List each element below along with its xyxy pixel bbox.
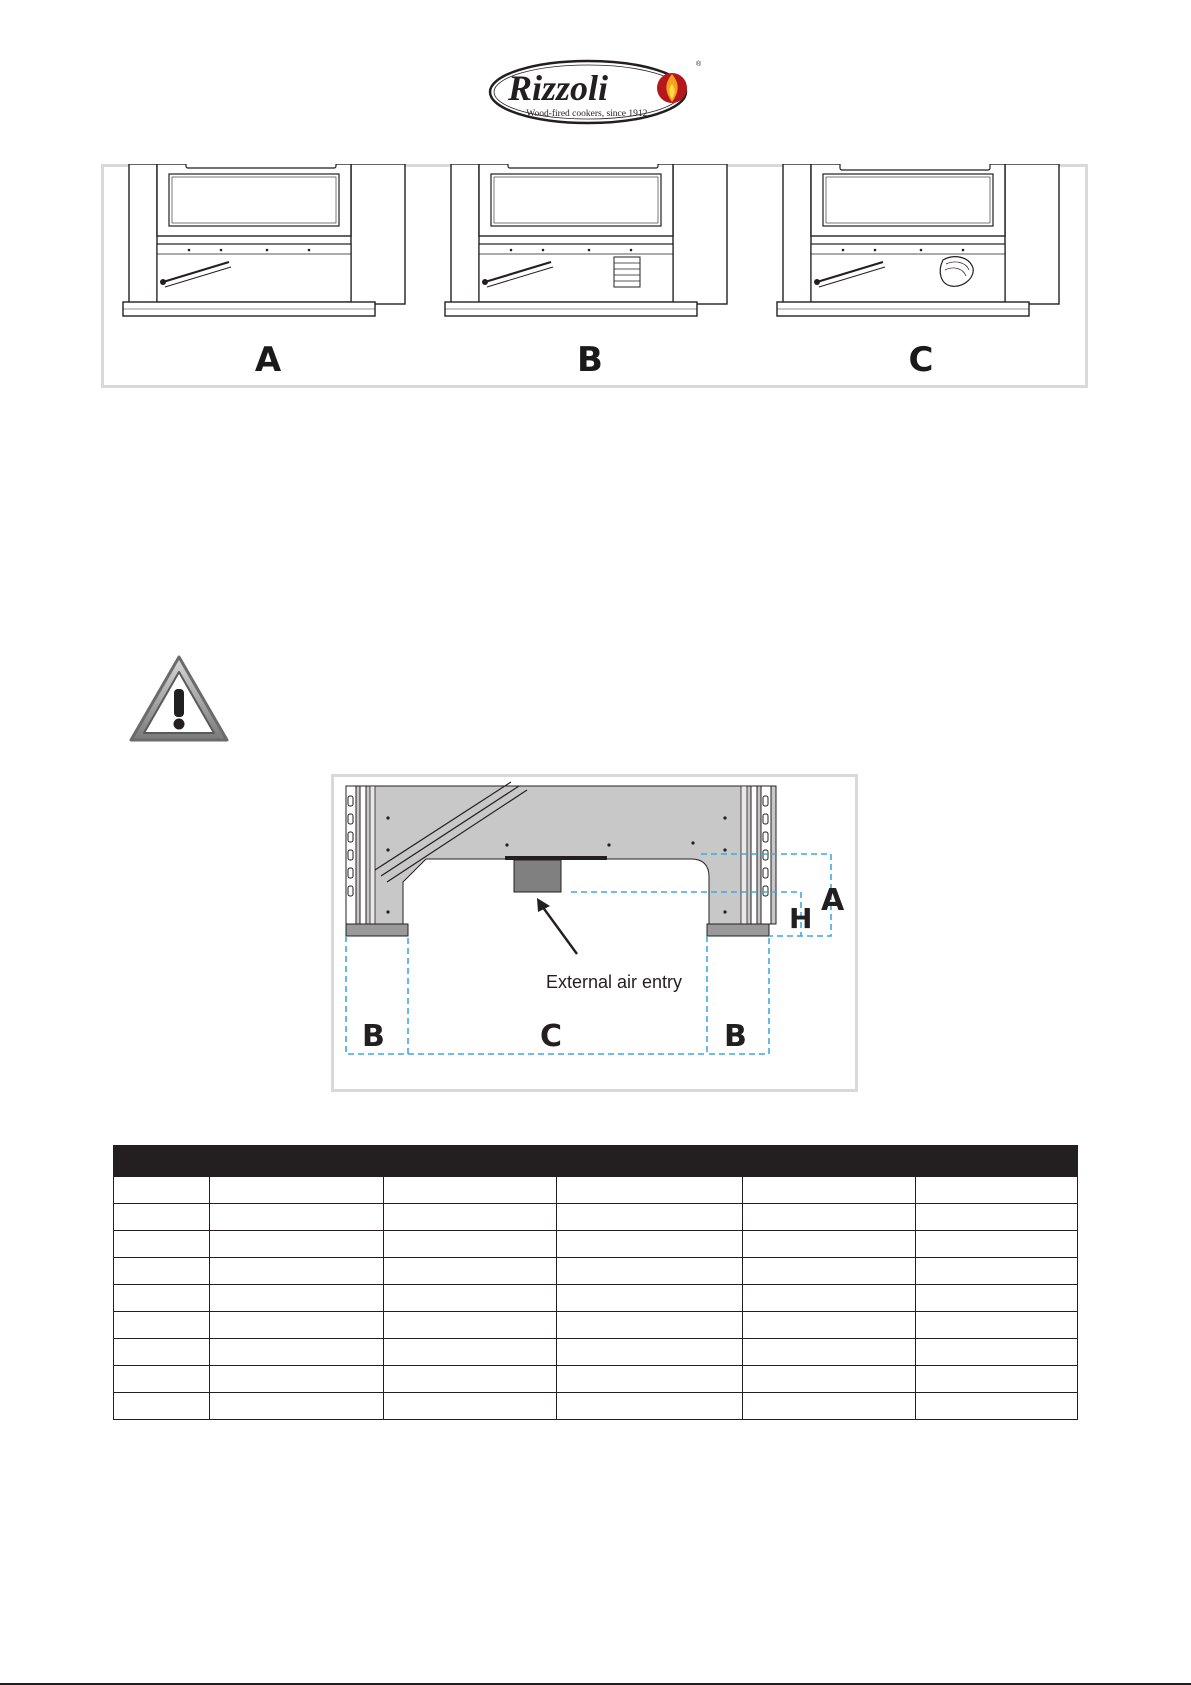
stove-option-a-drawing [123,164,405,316]
table-cell [557,1393,743,1420]
table-cell [384,1204,557,1231]
table-cell [916,1231,1078,1258]
table-cell [210,1204,384,1231]
table-cell [743,1285,916,1312]
table-cell [557,1312,743,1339]
table-cell [210,1312,384,1339]
logo-tagline: Wood-fired cookers, since 1912. [526,109,650,119]
table-cell [114,1204,210,1231]
table-cell [384,1339,557,1366]
table-cell [743,1258,916,1285]
table-cell [916,1285,1078,1312]
table-cell [743,1312,916,1339]
table-cell [384,1177,557,1204]
table-cell [557,1258,743,1285]
rizzoli-logo [488,58,706,126]
table-cell [114,1177,210,1204]
table-cell [210,1258,384,1285]
table-cell [743,1393,916,1420]
table-row [114,1285,1078,1312]
table-row [114,1204,1078,1231]
table-cell [384,1366,557,1393]
table-row [114,1366,1078,1393]
dimension-h-label: H [789,902,813,935]
air-entry-drawing [331,774,858,1092]
dimension-a-label: A [821,883,845,918]
stove-option-a-label: A [254,340,282,380]
table-cell [557,1231,743,1258]
table-cell [210,1177,384,1204]
dimension-b-right-label: B [724,1019,747,1054]
warning-icon [128,654,230,744]
table-cell [210,1393,384,1420]
table-cell [114,1285,210,1312]
table-cell [384,1393,557,1420]
flexible-duct-icon [614,257,640,287]
dimensions-table [113,1145,1078,1420]
table-cell [114,1231,210,1258]
table-cell [743,1366,916,1393]
table-cell [114,1312,210,1339]
table-cell [916,1312,1078,1339]
table-cell [916,1258,1078,1285]
table-cell [916,1366,1078,1393]
table-row [114,1231,1078,1258]
table-cell [557,1339,743,1366]
table-cell [210,1339,384,1366]
table-cell [557,1204,743,1231]
logo-brand: Rizzoli [508,68,609,108]
table-cell [210,1231,384,1258]
table-cell [557,1177,743,1204]
table-cell [743,1339,916,1366]
flame-icon [657,73,687,103]
dimension-c-label: C [540,1019,563,1054]
stove-option-b-label: B [577,340,603,380]
table-cell [114,1258,210,1285]
svg-text:®: ® [696,61,702,68]
table-cell [916,1339,1078,1366]
table-cell [743,1177,916,1204]
table-cell [557,1366,743,1393]
table-cell [384,1258,557,1285]
stove-option-b-drawing [445,164,727,316]
external-air-entry-label: External air entry [546,972,683,992]
table-cell [114,1339,210,1366]
table-cell [114,1393,210,1420]
table-row [114,1258,1078,1285]
table-header-row [114,1146,1078,1177]
dimension-b-left-label: B [362,1019,385,1054]
table-row [114,1312,1078,1339]
table-cell [557,1285,743,1312]
stove-option-c-label: C [908,340,934,380]
table-cell [114,1366,210,1393]
table-cell [210,1366,384,1393]
table-cell [916,1204,1078,1231]
table-cell [743,1231,916,1258]
table-row [114,1177,1078,1204]
table-cell [384,1312,557,1339]
table-cell [384,1231,557,1258]
table-cell [210,1285,384,1312]
table-row [114,1393,1078,1420]
table-cell [916,1393,1078,1420]
table-cell [743,1204,916,1231]
table-cell [384,1285,557,1312]
stove-option-c-drawing [777,164,1059,316]
table-row [114,1339,1078,1366]
table-cell [916,1177,1078,1204]
